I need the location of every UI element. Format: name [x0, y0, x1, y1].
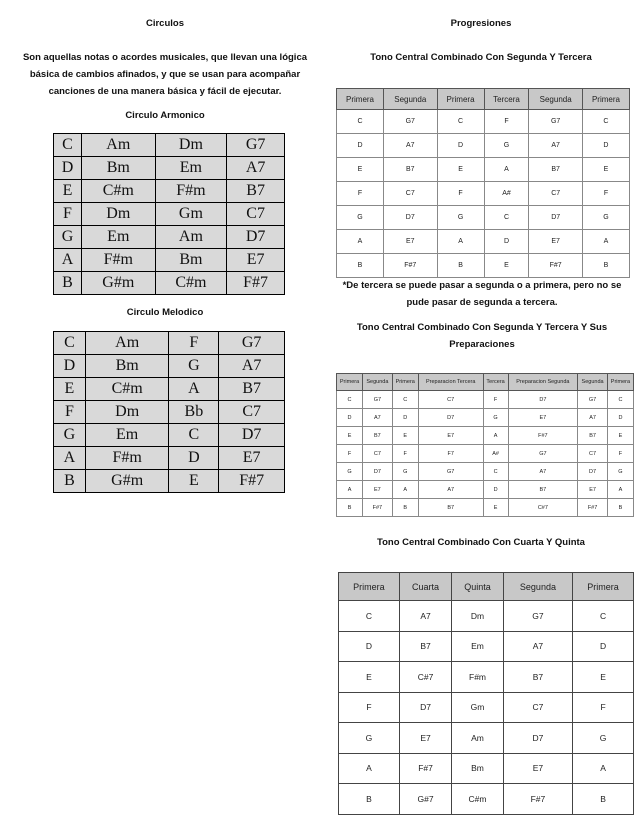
- table-cell: B7: [399, 631, 451, 662]
- circulo-melodico-table: [53, 331, 285, 493]
- table-cell: A7: [508, 463, 578, 481]
- table-cell: A: [169, 378, 219, 401]
- column-header: Primera: [573, 573, 634, 601]
- table-cell: E7: [227, 249, 285, 272]
- table-cell: D: [607, 409, 633, 427]
- table-cell: F: [483, 391, 508, 409]
- table-cell: B: [337, 499, 363, 517]
- table-cell: B: [607, 499, 633, 517]
- table-cell: A7: [503, 631, 572, 662]
- table-cell: A: [54, 447, 86, 470]
- table-cell: Bm: [155, 249, 227, 272]
- table-row: [54, 134, 285, 157]
- t1-title: Tono Central Combinado Con Segunda Y Tercera: [370, 52, 592, 63]
- column-header: Tercera: [484, 89, 529, 110]
- circulos-title: Circulos: [145, 18, 184, 29]
- table-cell: C: [54, 134, 82, 157]
- table-cell: A: [339, 753, 400, 784]
- table-cell: G#m: [85, 470, 169, 493]
- table-cell: E: [582, 158, 629, 182]
- table-row: [337, 427, 634, 445]
- table-cell: B: [339, 784, 400, 815]
- table-cell: A7: [399, 601, 451, 632]
- column-header: Preparacion Segunda: [508, 374, 578, 391]
- table-cell: B7: [363, 427, 393, 445]
- table-cell: D: [337, 134, 384, 158]
- table-cell: F: [437, 182, 484, 206]
- table-cell: C#7: [508, 499, 578, 517]
- table-cell: F#m: [155, 180, 227, 203]
- table-cell: D: [54, 355, 86, 378]
- table-cell: C: [573, 601, 634, 632]
- table-cell: B7: [418, 499, 483, 517]
- table-cell: Am: [155, 226, 227, 249]
- table-cell: A: [582, 230, 629, 254]
- table-row: [54, 157, 285, 180]
- table-cell: Em: [155, 157, 227, 180]
- table-cell: E: [484, 254, 529, 278]
- table-cell: E: [169, 470, 219, 493]
- table-row: [339, 753, 634, 784]
- table-cell: B: [437, 254, 484, 278]
- header-row: [337, 374, 634, 391]
- melodico-title: Circulo Melodico: [126, 307, 204, 318]
- table-cell: Bm: [85, 355, 169, 378]
- table-cell: C: [392, 391, 418, 409]
- table-cell: Bm: [452, 753, 504, 784]
- table-cell: E: [337, 427, 363, 445]
- table-cell: G#7: [399, 784, 451, 815]
- circulo-armonico-table: [53, 133, 285, 295]
- table-cell: D7: [578, 463, 608, 481]
- table-cell: F#m: [85, 447, 169, 470]
- table-cell: G: [392, 463, 418, 481]
- table-cell: F#7: [503, 784, 572, 815]
- progression-table-preparaciones: [336, 373, 634, 517]
- table-cell: F: [54, 203, 82, 226]
- table-cell: D7: [363, 463, 393, 481]
- table-cell: Am: [82, 134, 156, 157]
- table-cell: D: [483, 481, 508, 499]
- table-cell: A: [483, 427, 508, 445]
- table-cell: F: [582, 182, 629, 206]
- table-cell: D: [337, 409, 363, 427]
- column-header: Primera: [392, 374, 418, 391]
- table-cell: A7: [418, 481, 483, 499]
- table-cell: G: [54, 424, 86, 447]
- table-cell: E7: [529, 230, 583, 254]
- table-cell: C: [54, 332, 86, 355]
- table-cell: F: [607, 445, 633, 463]
- table-row: [54, 226, 285, 249]
- table-cell: A7: [219, 355, 285, 378]
- table-cell: Em: [82, 226, 156, 249]
- column-header: Segunda: [578, 374, 608, 391]
- table-cell: C: [607, 391, 633, 409]
- table-cell: G: [437, 206, 484, 230]
- table-cell: C#m: [452, 784, 504, 815]
- table-cell: G: [169, 355, 219, 378]
- table-cell: G: [54, 226, 82, 249]
- table-cell: F: [484, 110, 529, 134]
- table-row: [54, 249, 285, 272]
- header-row: [339, 573, 634, 601]
- table-cell: F: [339, 692, 400, 723]
- table-cell: D7: [227, 226, 285, 249]
- table-cell: D: [582, 134, 629, 158]
- table-cell: B7: [503, 662, 572, 693]
- table-cell: G: [607, 463, 633, 481]
- table-cell: G: [339, 723, 400, 754]
- table-cell: D7: [399, 692, 451, 723]
- table-row: [339, 723, 634, 754]
- table-row: [54, 470, 285, 493]
- column-header: Segunda: [503, 573, 572, 601]
- table-row: [337, 254, 630, 278]
- note-text: *De tercera se puede pasar a segunda o a primera, pero no se pude pasar de segunda a tercera.: [342, 280, 622, 308]
- column-header: Primera: [607, 374, 633, 391]
- table-cell: A: [337, 481, 363, 499]
- table-row: [339, 631, 634, 662]
- table-cell: A7: [578, 409, 608, 427]
- column-header: Primera: [582, 89, 629, 110]
- table-cell: E: [339, 662, 400, 693]
- table-cell: F#7: [363, 499, 393, 517]
- table-cell: Dm: [155, 134, 227, 157]
- table-cell: G: [483, 409, 508, 427]
- table-cell: E: [437, 158, 484, 182]
- table-cell: A7: [529, 134, 583, 158]
- table-row: [337, 445, 634, 463]
- table-cell: C: [437, 110, 484, 134]
- table-cell: C7: [418, 391, 483, 409]
- table-cell: E: [54, 180, 82, 203]
- table-cell: E7: [384, 230, 438, 254]
- table-cell: G7: [219, 332, 285, 355]
- table-row: [54, 424, 285, 447]
- table-cell: F#7: [529, 254, 583, 278]
- table-cell: G7: [227, 134, 285, 157]
- table-cell: Am: [85, 332, 169, 355]
- table-cell: B: [54, 272, 82, 295]
- header-row: [337, 89, 630, 110]
- table-row: [54, 401, 285, 424]
- table-cell: C#m: [85, 378, 169, 401]
- table-row: [337, 158, 630, 182]
- table-cell: D7: [384, 206, 438, 230]
- table-cell: G: [582, 206, 629, 230]
- table-cell: A7: [363, 409, 393, 427]
- column-header: Segunda: [384, 89, 438, 110]
- table-cell: D: [392, 409, 418, 427]
- table-cell: C#m: [155, 272, 227, 295]
- table-cell: Am: [452, 723, 504, 754]
- table-cell: F#m: [452, 662, 504, 693]
- table-cell: E: [54, 378, 86, 401]
- table-cell: E7: [578, 481, 608, 499]
- table-cell: C: [337, 110, 384, 134]
- table-cell: G7: [503, 601, 572, 632]
- table-row: [339, 692, 634, 723]
- table-row: [337, 499, 634, 517]
- table-cell: Bb: [169, 401, 219, 424]
- left-column: [10, 18, 320, 100]
- table-cell: F#7: [508, 427, 578, 445]
- table-cell: G: [484, 134, 529, 158]
- table-cell: F: [54, 401, 86, 424]
- t3-title: Tono Central Combinado Con Cuarta Y Quinta: [377, 537, 585, 548]
- table-cell: G7: [363, 391, 393, 409]
- table-cell: Gm: [155, 203, 227, 226]
- table-cell: D7: [508, 391, 578, 409]
- table-cell: B7: [508, 481, 578, 499]
- table-cell: B: [337, 254, 384, 278]
- table-cell: F#7: [219, 470, 285, 493]
- table-cell: C7: [219, 401, 285, 424]
- table-cell: F: [392, 445, 418, 463]
- table-row: [54, 355, 285, 378]
- table-cell: Bm: [82, 157, 156, 180]
- column-header: Quinta: [452, 573, 504, 601]
- table-cell: G: [337, 463, 363, 481]
- table-cell: F: [337, 182, 384, 206]
- table-cell: F: [169, 332, 219, 355]
- table-cell: F: [573, 692, 634, 723]
- table-row: [54, 180, 285, 203]
- table-cell: E: [392, 427, 418, 445]
- table-cell: A7: [384, 134, 438, 158]
- table-cell: G#m: [82, 272, 156, 295]
- circulos-intro: Son aquellas notas o acordes musicales, que llevan una lógica básica de cambios afinados, y que se usan para acompañar canciones de una manera básica y fácil de ejecutar.: [22, 52, 308, 97]
- table-cell: B: [54, 470, 86, 493]
- table-cell: B: [573, 784, 634, 815]
- table-cell: F#7: [227, 272, 285, 295]
- table-cell: A#: [483, 445, 508, 463]
- table-row: [337, 134, 630, 158]
- table-cell: D7: [503, 723, 572, 754]
- column-header: Tercera: [483, 374, 508, 391]
- table-row: [337, 463, 634, 481]
- progression-table-segunda-tercera: [336, 88, 630, 278]
- table-cell: G7: [384, 110, 438, 134]
- progression-table-cuarta-quinta: [338, 572, 634, 815]
- table-cell: A: [607, 481, 633, 499]
- column-header: Segunda: [529, 89, 583, 110]
- table-cell: Dm: [85, 401, 169, 424]
- table-cell: A: [437, 230, 484, 254]
- table-cell: B7: [227, 180, 285, 203]
- table-cell: Gm: [452, 692, 504, 723]
- table-cell: C7: [503, 692, 572, 723]
- table-cell: Em: [85, 424, 169, 447]
- table-cell: C#7: [399, 662, 451, 693]
- table-cell: F#7: [384, 254, 438, 278]
- table-cell: G7: [529, 110, 583, 134]
- table-row: [54, 272, 285, 295]
- table-cell: E7: [399, 723, 451, 754]
- table-cell: C: [483, 463, 508, 481]
- table-cell: B: [582, 254, 629, 278]
- table-cell: F#m: [82, 249, 156, 272]
- table-cell: B7: [384, 158, 438, 182]
- table-cell: Em: [452, 631, 504, 662]
- table-cell: G7: [508, 445, 578, 463]
- table-cell: G7: [578, 391, 608, 409]
- progresiones-title: Progresiones: [450, 18, 512, 29]
- table-row: [339, 601, 634, 632]
- table-cell: C: [582, 110, 629, 134]
- column-header: Segunda: [363, 374, 393, 391]
- table-cell: A: [484, 158, 529, 182]
- table-cell: D7: [418, 409, 483, 427]
- table-cell: B: [392, 499, 418, 517]
- column-header: Primera: [337, 89, 384, 110]
- armonico-title: Circulo Armonico: [125, 110, 205, 121]
- table-row: [337, 409, 634, 427]
- table-row: [54, 447, 285, 470]
- table-row: [54, 203, 285, 226]
- column-header: Primera: [437, 89, 484, 110]
- table-row: [337, 182, 630, 206]
- table-cell: C: [169, 424, 219, 447]
- table-cell: B7: [578, 427, 608, 445]
- table-cell: E7: [508, 409, 578, 427]
- table-cell: A: [54, 249, 82, 272]
- table-cell: D: [437, 134, 484, 158]
- table-row: [337, 110, 630, 134]
- column-header: Preparacion Tercera: [418, 374, 483, 391]
- table-cell: A: [392, 481, 418, 499]
- table-cell: E7: [219, 447, 285, 470]
- table-cell: E7: [418, 427, 483, 445]
- table-cell: B7: [219, 378, 285, 401]
- table-cell: D: [339, 631, 400, 662]
- table-cell: C#m: [82, 180, 156, 203]
- table-cell: F#7: [399, 753, 451, 784]
- table-cell: C7: [384, 182, 438, 206]
- table-cell: G7: [418, 463, 483, 481]
- table-cell: C7: [363, 445, 393, 463]
- table-row: [339, 662, 634, 693]
- table-row: [54, 332, 285, 355]
- table-cell: D: [169, 447, 219, 470]
- table-cell: G: [337, 206, 384, 230]
- column-header: Primera: [337, 374, 363, 391]
- table-cell: A: [573, 753, 634, 784]
- table-cell: C7: [578, 445, 608, 463]
- table-cell: F#7: [578, 499, 608, 517]
- table-cell: D: [54, 157, 82, 180]
- table-cell: A7: [227, 157, 285, 180]
- table-cell: E7: [363, 481, 393, 499]
- table-cell: C: [337, 391, 363, 409]
- table-cell: E: [573, 662, 634, 693]
- table-row: [337, 206, 630, 230]
- table-cell: C: [339, 601, 400, 632]
- table-row: [337, 481, 634, 499]
- t2-title: Tono Central Combinado Con Segunda Y Tercera Y Sus Preparaciones: [356, 322, 608, 350]
- table-row: [54, 378, 285, 401]
- table-cell: D7: [219, 424, 285, 447]
- table-cell: A#: [484, 182, 529, 206]
- table-cell: D: [484, 230, 529, 254]
- table-cell: Dm: [452, 601, 504, 632]
- table-row: [339, 784, 634, 815]
- table-cell: C7: [529, 182, 583, 206]
- column-header: Cuarta: [399, 573, 451, 601]
- table-cell: F: [337, 445, 363, 463]
- column-header: Primera: [339, 573, 400, 601]
- table-cell: G: [573, 723, 634, 754]
- table-cell: E: [483, 499, 508, 517]
- table-cell: B7: [529, 158, 583, 182]
- table-cell: D7: [529, 206, 583, 230]
- table-cell: E7: [503, 753, 572, 784]
- table-row: [337, 391, 634, 409]
- table-row: [337, 230, 630, 254]
- table-cell: C7: [227, 203, 285, 226]
- table-cell: E: [607, 427, 633, 445]
- table-cell: A: [337, 230, 384, 254]
- table-cell: E: [337, 158, 384, 182]
- table-cell: F7: [418, 445, 483, 463]
- table-cell: D: [573, 631, 634, 662]
- table-cell: Dm: [82, 203, 156, 226]
- table-cell: C: [484, 206, 529, 230]
